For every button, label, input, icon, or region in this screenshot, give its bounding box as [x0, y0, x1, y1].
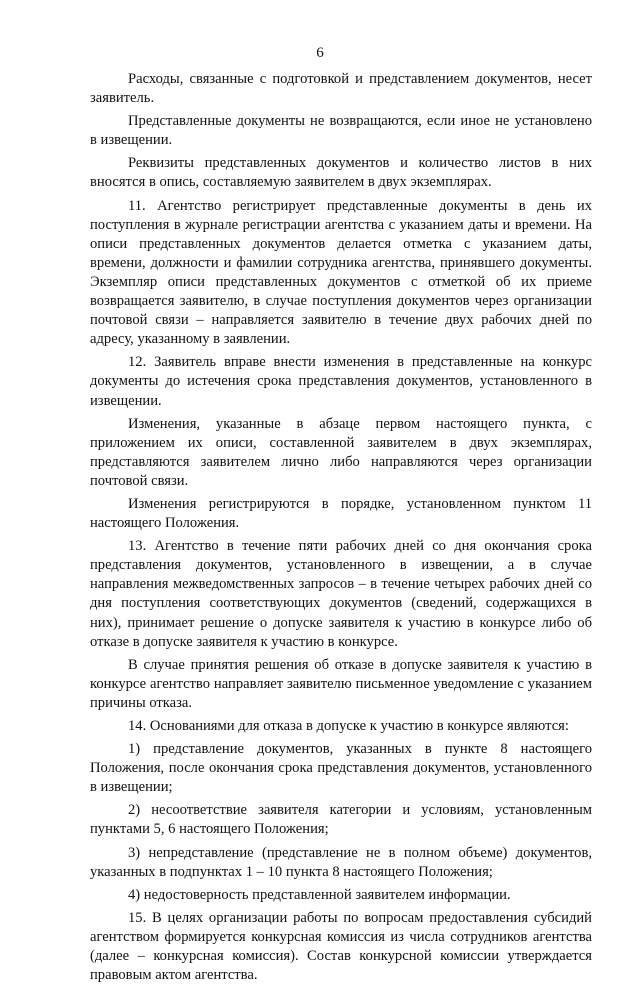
- page-number: 6: [316, 45, 324, 61]
- list-item-14-4: 4) недостоверность представленной заявителем информации.: [128, 886, 511, 903]
- list-item-14-2: 2) несоответствие заявителя категории и условиям, установленным пунктами 5, 6 настоящего Положения;: [90, 802, 592, 838]
- paragraph-item-12: 12. Заявитель вправе внести изменения в представленные на конкурс документы до истечения срока представления документов, установленного в извещении.: [90, 354, 592, 409]
- paragraph-documents-not-returned: Представленные документы не возвращаются, если иное не установлено в извещении.: [90, 113, 592, 149]
- paragraph-inventory: Реквизиты представленных документов и количество листов в них вносятся в опись, составляемую заявителем в двух экземплярах.: [90, 155, 592, 191]
- paragraph-changes-registration: Изменения регистрируются в порядке, установленном пунктом 11 настоящего Положения.: [90, 495, 592, 532]
- list-item-14-3: 3) непредставление (представление не в полном объеме) документов, указанных в подпунктах 1 – 10 пункта 8 настоящего Положения;: [90, 844, 592, 880]
- paragraph-item-13: 13. Агентство в течение пяти рабочих дней со дня окончания срока представления документов, установленного в извещении, а в случае направления межведомственных запросов – в течение четырех рабочих дней со дня поступления соответствующих документов (сведений, содержащихся в них), принимает решение о допуске заявителя к участию в конкурсе либо об отказе в допуске заявителя к участию в конкурсе.: [90, 538, 592, 650]
- paragraph-expenses: Расходы, связанные с подготовкой и представлением документов, несет заявитель.: [90, 71, 592, 107]
- paragraph-item-15: 15. В целях организации работы по вопросам предоставления субсидий агентством формируется конкурсная комиссия из числа сотрудников агентства (далее – конкурсная комиссия). Состав конкурсной комиссии утверждается правовым актом агентства.: [90, 909, 592, 984]
- paragraph-item-14: 14. Основаниями для отказа в допуске к участию в конкурсе являются:: [128, 718, 569, 734]
- paragraph-refusal-notice: В случае принятия решения об отказе в допуске заявителя к участию в конкурсе агентство направляет заявителю письменное уведомление с указанием причины отказа.: [90, 656, 592, 711]
- document-body: [90, 70, 592, 985]
- paragraph-item-11: 11. Агентство регистрирует представленные документы в день их поступления в журнале регистрации агентства с указанием даты и времени. На описи представленных документов делается отметка с указанием даты, времени, должности и фамилии сотрудника агентства, принявшего документы. Экземпляр описи представленных документов с отметкой об их приеме возвращается заявителю, в случае поступления документов через организации почтовой связи – направляется заявителю в течение двух рабочих дней по адресу, указанному в заявлении.: [90, 197, 592, 348]
- paragraph-changes-submission: Изменения, указанные в абзаце первом настоящего пункта, с приложением их описи, составленной заявителем в двух экземплярах, представляются заявителем лично либо направляются через организации почтовой связи.: [90, 415, 592, 489]
- list-item-14-1: 1) представление документов, указанных в пункте 8 настоящего Положения, после окончания срока представления документов, установленного в извещении;: [90, 741, 592, 796]
